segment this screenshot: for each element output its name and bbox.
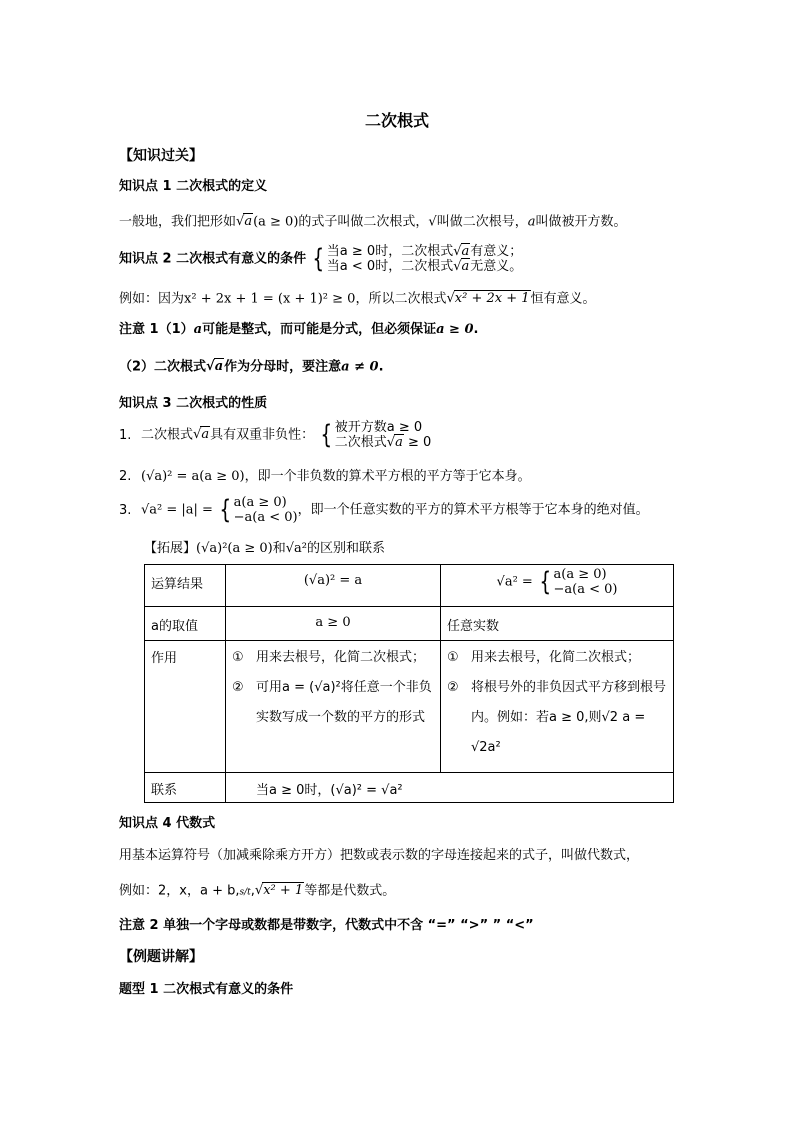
table-cell: a的取值 <box>145 607 226 641</box>
note1-line2: （2）二次根式√a作为分母时，要注意a ≠ 0. <box>119 359 384 375</box>
table-row <box>145 773 674 803</box>
kp1-text: 一般地，我们把形如√a(a ≥ 0)的式子叫做二次根式，√叫做二次根号，a叫做被开方数。 <box>119 214 627 230</box>
table-cell: (√a)² = a <box>226 565 441 607</box>
note1-line1: 注意 1（1）a可能是整式，而可能是分式，但必须保证a ≥ 0. <box>119 322 479 337</box>
page-title: 二次根式 <box>364 111 429 130</box>
section-knowledge-heading: 【知识过关】 <box>119 148 203 164</box>
comparison-table <box>144 564 674 803</box>
list-item: ② 可用a = (√a)²将任意一个非负实数写成一个数的平方的形式 <box>232 680 432 725</box>
table-cell: 任意实数 <box>441 607 674 641</box>
table-row <box>145 607 674 641</box>
kp1-heading: 知识点 1 二次根式的定义 <box>119 179 268 194</box>
kp2-line: 知识点 2 二次根式有意义的条件 { 当a ≥ 0时，二次根式√a有意义； 当a < 0时，二次根式√a无意义。 <box>119 244 523 274</box>
section-examples-heading: 【例题讲解】 <box>119 949 203 965</box>
table-row <box>145 641 674 773</box>
table-row <box>145 565 674 607</box>
kp4-text: 用基本运算符号（加减乘除乘方开方）把数或表示数的字母连接起来的式子，叫做代数式， <box>119 848 640 863</box>
table-cell: √a² = { a(a ≥ 0) −a(a < 0) <box>441 565 674 607</box>
table-cell: 当a ≥ 0时，(√a)² = √a² <box>226 773 674 803</box>
list-item: ① 用来去根号，化简二次根式； <box>232 650 426 665</box>
kp4-heading: 知识点 4 代数式 <box>119 816 216 831</box>
kp3-property-2: 2. (√a)² = a(a ≥ 0)，即一个非负数的算术平方根的平方等于它本身。 <box>119 469 531 484</box>
table-cell: 运算结果 <box>145 565 226 607</box>
table-cell: 联系 <box>145 773 226 803</box>
list-item: ② 将根号外的非负因式平方移到根号内。例如：若a ≥ 0,则√2 a = √2a² <box>447 680 667 755</box>
kp3-heading: 知识点 3 二次根式的性质 <box>119 396 268 411</box>
kp2-example: 例如：因为x² + 2x + 1 = (x + 1)² ≥ 0，所以二次根式√x² + 2x + 1恒有意义。 <box>119 291 596 307</box>
table-cell: a ≥ 0 <box>226 607 441 641</box>
kp4-example: 例如：2，x，a + b,s/t,√x² + 1等都是代数式。 <box>119 883 396 899</box>
table-cell <box>441 641 674 773</box>
table-cell <box>226 641 441 773</box>
kp3-property-1: 1. 二次根式√a具有双重非负性： { 被开方数a ≥ 0 二次根式√a ≥ 0 <box>119 420 432 450</box>
extension-heading: 【拓展】(√a)²(a ≥ 0)和√a²的区别和联系 <box>144 541 386 556</box>
type1-heading: 题型 1 二次根式有意义的条件 <box>119 982 294 997</box>
table-cell: 作用 <box>145 641 226 773</box>
note2: 注意 2 单独一个字母或数都是带数字，代数式中不含 “=” “>” ” “<” <box>119 918 534 933</box>
kp3-property-3: 3. √a² = |a| = { a(a ≥ 0) −a(a < 0) ，即一个任意实数的平方的算术平方根等于它本身的绝对值。 <box>119 495 649 525</box>
list-item: ① 用来去根号，化简二次根式； <box>447 650 641 665</box>
